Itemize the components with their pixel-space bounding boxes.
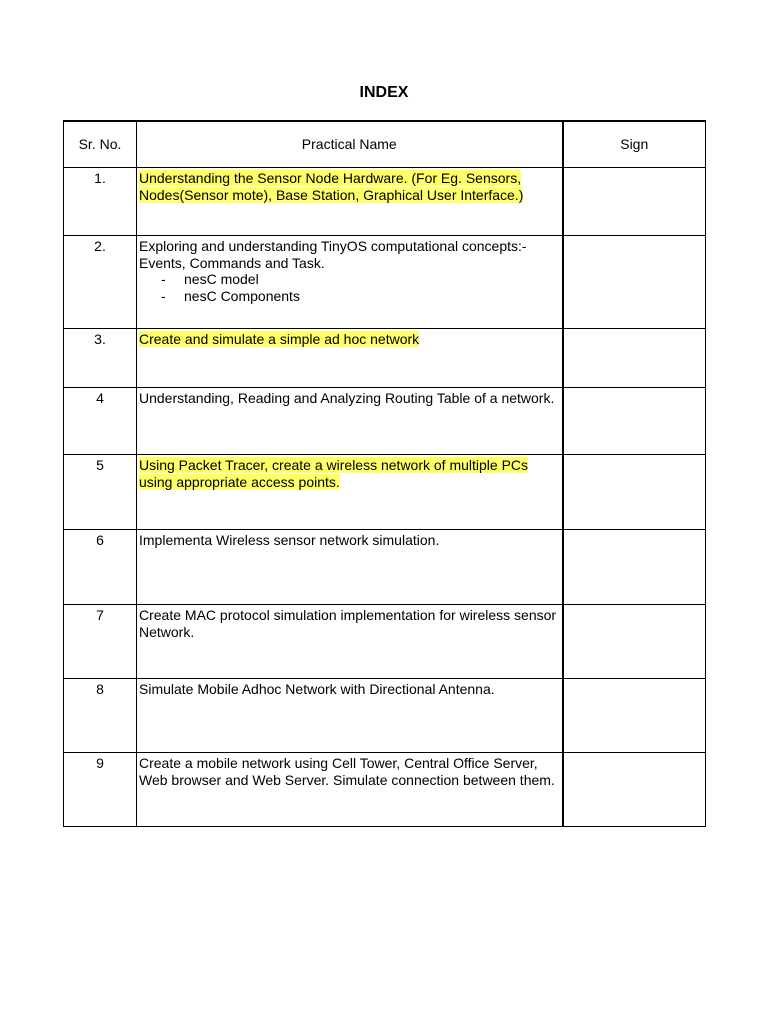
highlighted-text: Create and simulate a simple ad hoc network (139, 331, 420, 347)
row-sr-no: 1. (64, 168, 137, 236)
list-item-label: nesC model (184, 271, 259, 287)
list-item-label: nesC Components (184, 287, 300, 304)
table-row (64, 455, 706, 530)
header-practical-name: Practical Name (137, 121, 563, 168)
row-sr-no: 4 (64, 388, 137, 455)
row-practical-name: Simulate Mobile Adhoc Network with Directional Antenna. (137, 679, 563, 753)
sign-cell (563, 388, 706, 455)
row-sr-no: 3. (64, 329, 137, 388)
row-practical-name (137, 236, 563, 329)
sign-cell (563, 530, 706, 605)
sign-cell (563, 236, 706, 329)
header-sign: Sign (563, 121, 706, 168)
practical-index-table (63, 120, 706, 827)
table-row (64, 329, 706, 388)
row-sr-no: 5 (64, 455, 137, 530)
list-item (161, 271, 560, 288)
row-practical-name: Create a mobile network using Cell Tower, Central Office Server, Web browser and Web Server. Simulate connection between them. (137, 753, 563, 827)
row-practical-name: Implementa Wireless sensor network simulation. (137, 530, 563, 605)
sign-cell (563, 679, 706, 753)
sign-cell (563, 605, 706, 679)
row-text: Exploring and understanding TinyOS computational concepts:- Events, Commands and Task. (139, 238, 527, 271)
table-row (64, 753, 706, 827)
table-row (64, 605, 706, 679)
highlighted-text: Understanding the Sensor Node Hardware. (For Eg. Sensors, Nodes(Sensor mote), Base Station, Graphical User Interface.) (139, 170, 524, 203)
row-practical-name (137, 455, 563, 530)
sign-cell (563, 753, 706, 827)
page-title: INDEX (359, 84, 409, 101)
sign-cell (563, 455, 706, 530)
table-row (64, 236, 706, 329)
row-sr-no: 2. (64, 236, 137, 329)
sub-list (139, 271, 560, 304)
table-row (64, 388, 706, 455)
row-practical-name: Create MAC protocol simulation implementation for wireless sensor Network. (137, 605, 563, 679)
dash-bullet: - (161, 271, 166, 287)
row-sr-no: 7 (64, 605, 137, 679)
sign-cell (563, 329, 706, 388)
table-row (64, 168, 706, 236)
header-sr-no: Sr. No. (64, 121, 137, 168)
row-sr-no: 6 (64, 530, 137, 605)
table-row (64, 679, 706, 753)
sign-cell (563, 168, 706, 236)
dash-bullet: - (161, 287, 166, 304)
row-sr-no: 8 (64, 679, 137, 753)
highlighted-text: Using Packet Tracer, create a wireless network of multiple PCs using appropriate access points. (139, 457, 529, 490)
row-sr-no: 9 (64, 753, 137, 827)
list-item (161, 288, 560, 305)
table-header-row (64, 121, 706, 168)
row-practical-name (137, 168, 563, 236)
row-practical-name: Understanding, Reading and Analyzing Routing Table of a network. (137, 388, 563, 455)
table-row (64, 530, 706, 605)
row-practical-name (137, 329, 563, 388)
